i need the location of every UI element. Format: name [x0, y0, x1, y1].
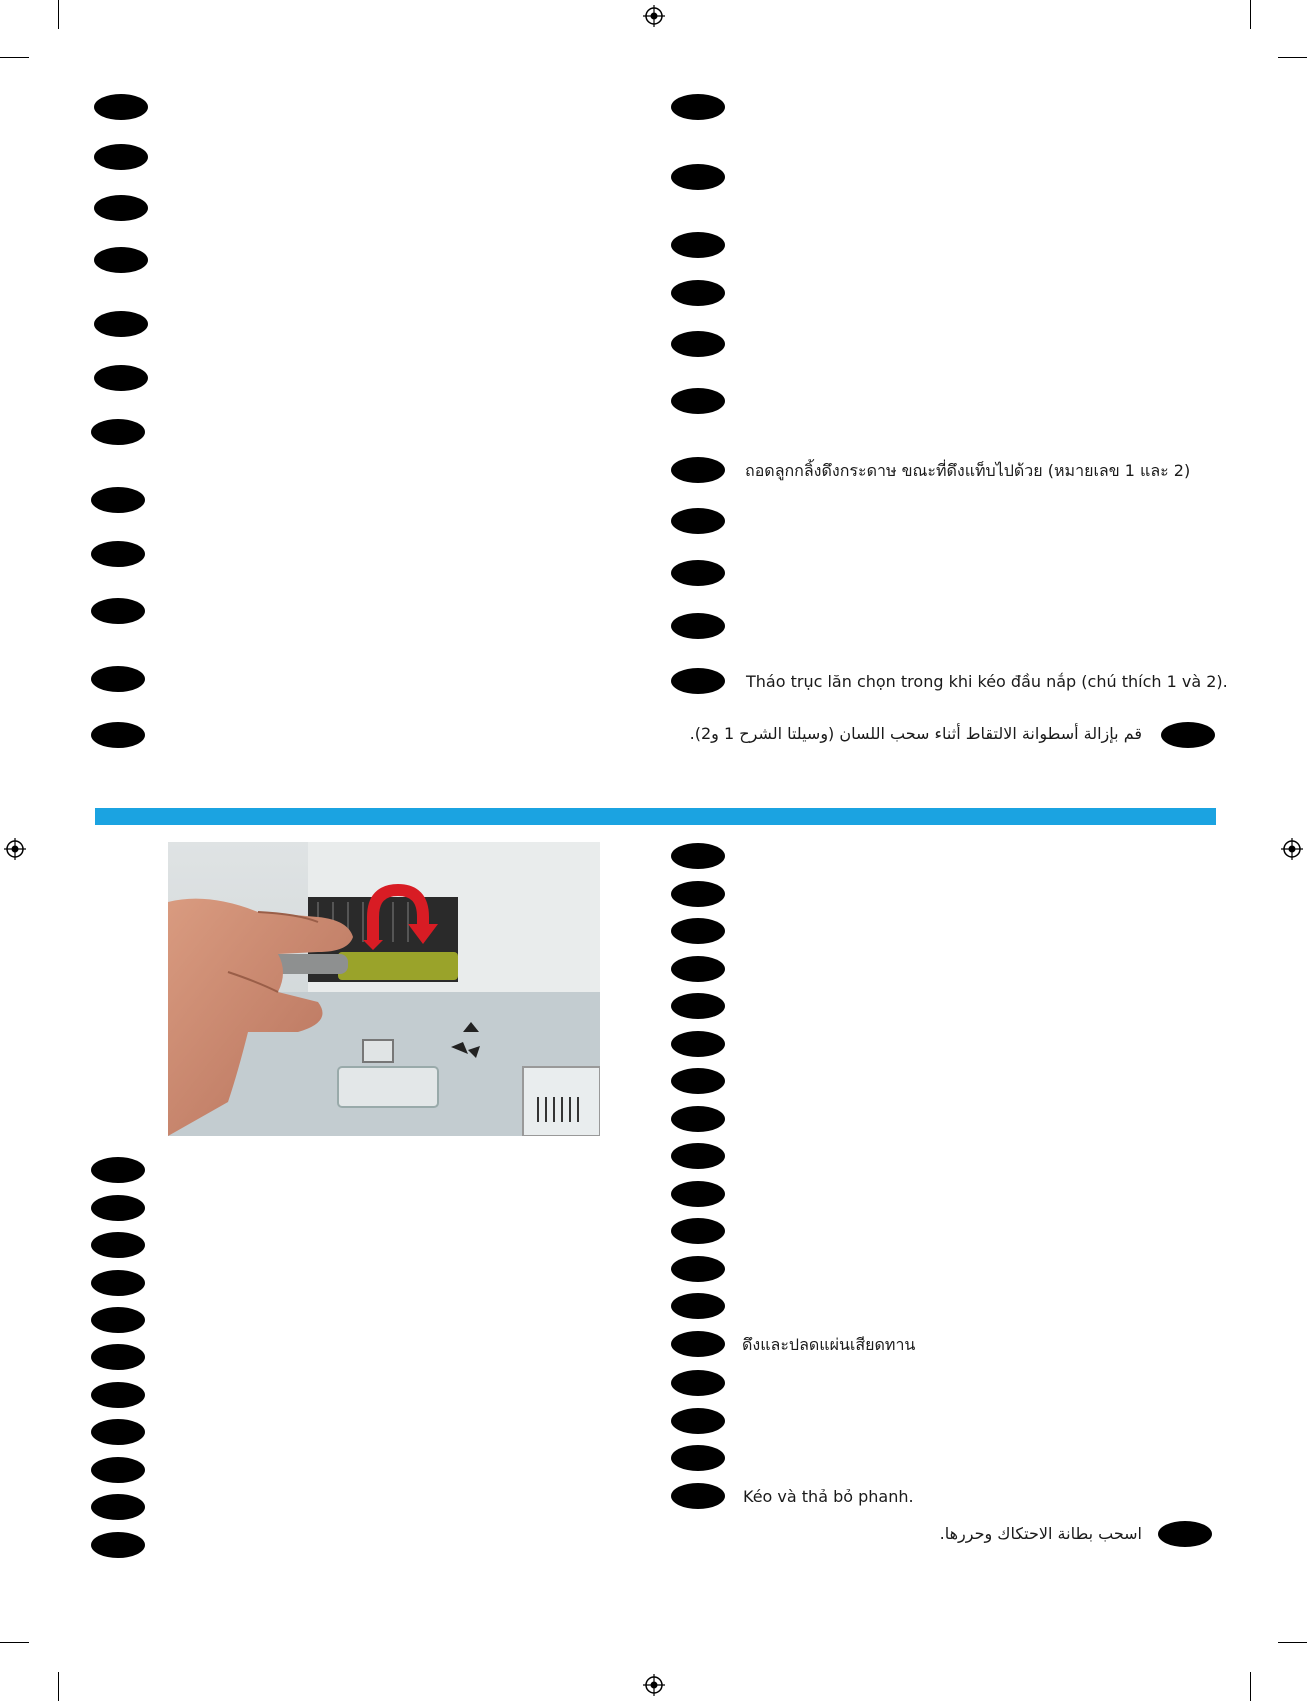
language-badge: [91, 722, 145, 748]
language-badge: [671, 232, 725, 258]
language-badge: [91, 598, 145, 624]
step-text-arabic: قم بإزالة أسطوانة الالتقاط أثناء سحب اللسان (وسيلتا الشرح 1 و2).: [689, 724, 1142, 743]
language-badge: [94, 195, 148, 221]
language-badge: [671, 1293, 725, 1319]
crop-mark: [58, 0, 59, 29]
language-badge: [671, 1181, 725, 1207]
language-badge: [671, 1218, 725, 1244]
step-text-thai: ถอดลูกกลิ้งดึงกระดาษ ขณะที่ดึงแท็บไปด้วย (หมายเลข 1 และ 2): [745, 461, 1191, 480]
registration-mark-icon: [643, 5, 665, 27]
language-badge: [94, 247, 148, 273]
language-badge: [91, 487, 145, 513]
crop-mark: [1250, 1672, 1251, 1701]
language-badge: [671, 993, 725, 1019]
language-badge: [91, 419, 145, 445]
language-badge: [671, 918, 725, 944]
language-badge: [91, 1344, 145, 1370]
language-badge: [91, 1457, 145, 1483]
language-badge: [91, 1419, 145, 1445]
language-badge: [94, 311, 148, 337]
step-text-arabic: اسحب بطانة الاحتكاك وحررها.: [939, 1524, 1142, 1543]
language-badge: [671, 1031, 725, 1057]
crop-mark: [0, 57, 29, 58]
language-badge: [1158, 1521, 1212, 1547]
language-badge: [91, 1270, 145, 1296]
crop-mark: [1278, 1642, 1307, 1643]
language-badge: [671, 1256, 725, 1282]
language-badge: [91, 1232, 145, 1258]
language-badge: [91, 1532, 145, 1558]
language-badge: [91, 1157, 145, 1183]
language-badge: [91, 1195, 145, 1221]
step-text-vietnamese: Kéo và thả bỏ phanh.: [743, 1487, 914, 1506]
procedure-photo: [168, 842, 600, 1136]
language-badge: [671, 1331, 725, 1357]
language-badge: [671, 843, 725, 869]
language-badge: [671, 457, 725, 483]
language-badge: [671, 881, 725, 907]
language-badge: [671, 956, 725, 982]
language-badge: [671, 1106, 725, 1132]
language-badge: [671, 1370, 725, 1396]
language-badge: [91, 1307, 145, 1333]
language-badge: [94, 144, 148, 170]
registration-mark-icon: [1281, 838, 1303, 860]
language-badge: [671, 613, 725, 639]
step-text-thai: ดึงและปลดแผ่นเสียดทาน: [742, 1335, 916, 1354]
crop-mark: [58, 1672, 59, 1701]
language-badge: [671, 560, 725, 586]
step-text-vietnamese: Tháo trục lăn chọn trong khi kéo đầu nắp (chú thích 1 và 2).: [746, 672, 1228, 691]
language-badge: [671, 94, 725, 120]
language-badge: [91, 1494, 145, 1520]
language-badge: [671, 331, 725, 357]
registration-mark-icon: [4, 838, 26, 860]
language-badge: [671, 508, 725, 534]
section-divider-band: [95, 808, 1216, 825]
language-badge: [1161, 722, 1215, 748]
language-badge: [671, 1068, 725, 1094]
language-badge: [671, 1483, 725, 1509]
language-badge: [671, 1408, 725, 1434]
language-badge: [91, 1382, 145, 1408]
language-badge: [671, 164, 725, 190]
crop-mark: [1250, 0, 1251, 29]
crop-mark: [1278, 57, 1307, 58]
crop-mark: [0, 1642, 29, 1643]
language-badge: [94, 94, 148, 120]
registration-mark-icon: [643, 1674, 665, 1696]
language-badge: [91, 666, 145, 692]
language-badge: [94, 365, 148, 391]
language-badge: [91, 541, 145, 567]
language-badge: [671, 1143, 725, 1169]
language-badge: [671, 668, 725, 694]
language-badge: [671, 388, 725, 414]
language-badge: [671, 1445, 725, 1471]
language-badge: [671, 280, 725, 306]
